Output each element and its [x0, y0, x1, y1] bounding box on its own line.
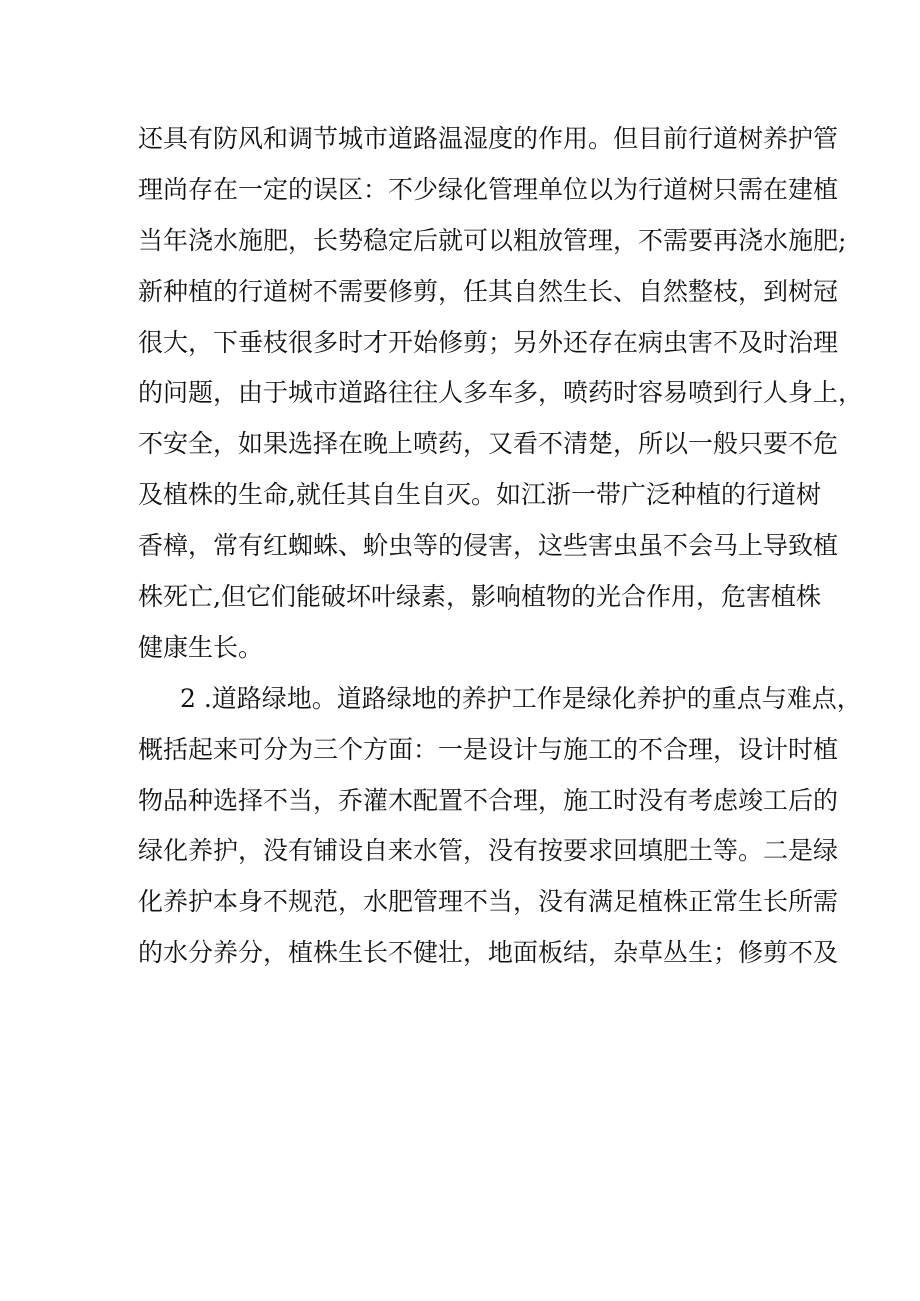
text-line: 新种植的行道树不需要修剪，任其自然生长、自然整枝，到树冠 — [138, 276, 839, 306]
text-line: 绿化养护，没有铺设自来水管，没有按要求回填肥土等。二是绿 — [138, 836, 839, 866]
text-line: 的水分养分，植株生长不健壮，地面板结，杂草丛生；修剪不及 — [138, 938, 839, 968]
text-line: 很大，下垂枝很多时才开始修剪；另外还存在病虫害不及时治理 — [138, 327, 839, 357]
text-line: 理尚存在一定的误区：不少绿化管理单位以为行道树只需在建植 — [138, 174, 839, 204]
text-line: 不安全，如果选择在晚上喷药，又看不清楚，所以一般只要不危 — [138, 429, 839, 459]
paragraph-1 — [138, 114, 864, 674]
text-line: 概括起来可分为三个方面：一是设计与施工的不合理，设计时植 — [138, 734, 839, 764]
text-line: 香樟，常有红蜘蛛、蚧虫等的侵害，这些害虫虽不会马上导致植 — [138, 531, 839, 561]
text-line: 还具有防风和调节城市道路温湿度的作用。但目前行道树养护管 — [138, 124, 839, 153]
paragraph-2 — [138, 674, 862, 979]
text-line: 2 .道路绿地。道路绿地的养护工作是绿化养护的重点与难点， — [180, 683, 862, 713]
text-line: 及植株的生命,就任其自生自灭。如江浙一带广泛种植的行道树 — [138, 480, 821, 510]
text-line: 当年浇水施肥，长势稳定后就可以粗放管理，不需要再浇水施肥; — [138, 225, 847, 255]
text-line: 化养护本身不规范，水肥管理不当，没有满足植株正常生长所需 — [138, 887, 839, 917]
text-line: 株死亡,但它们能破坏叶绿素，影响植物的光合作用，危害植株 — [138, 582, 821, 612]
body-text — [138, 114, 864, 979]
text-line: 物品种选择不当，乔灌木配置不合理，施工时没有考虑竣工后的 — [138, 785, 839, 815]
text-line: 的问题，由于城市道路往往人多车多，喷药时容易喷到行人身上， — [138, 378, 864, 408]
text-line: 健康生长。 — [138, 632, 264, 662]
